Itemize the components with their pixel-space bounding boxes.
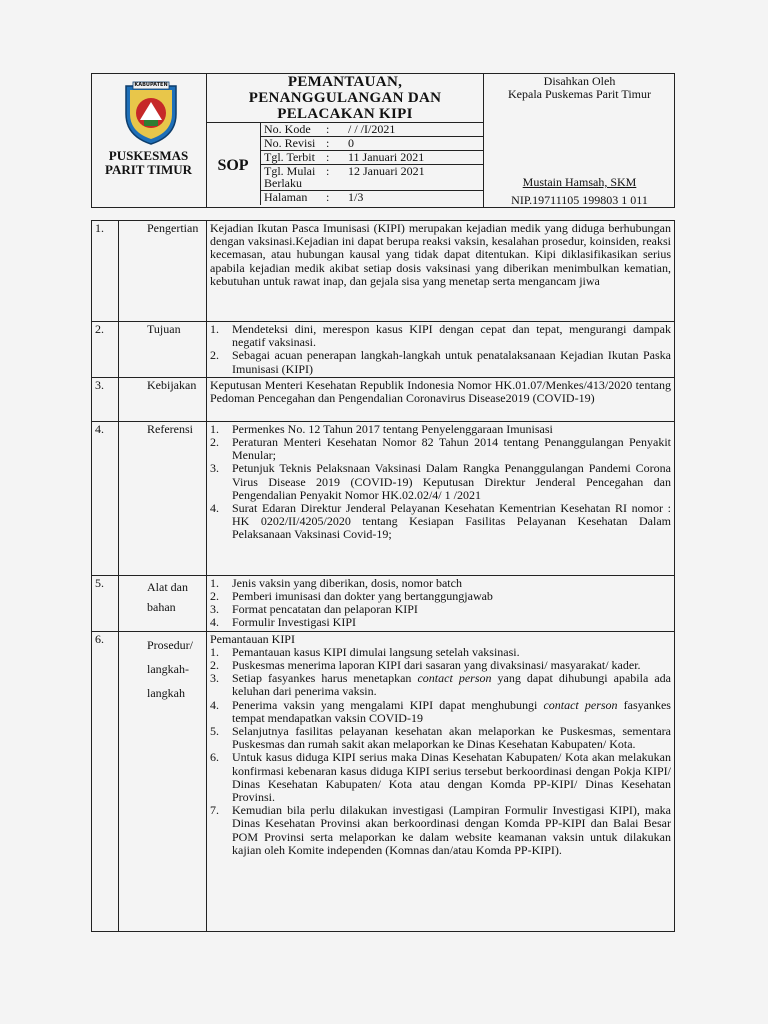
section-content: Kejadian Ikutan Pasca Imunisasi (KIPI) merupakan kejadian medik yang diduga berhubungan dengan vaksinasi.Kejadian ini dapat berupa reaksi vaksin, kesalahan prosedur, koinsiden, reaksi kecemasan, atau hubungan kausal yang tidak dapat ditentukan. Kipi diklasifikasikan serius apabila kejadian medik akibat setiap dosis vaksinasi yang diberikan menimbulkan kematian, kebutuhan untuk rawat inap, dan gejala sisa yang menetap serta mengancam jiwa xyxy=(207,221,675,322)
kabupaten-logo xyxy=(118,80,184,146)
list-item: 5. Selanjutnya fasilitas pelayanan kesehatan akan melaporkan ke Puskesmas, sementara Puskesmas dan rumah sakit akan melaporkan ke Dinas Kesehatan Kabupaten/ Kota. xyxy=(210,724,671,752)
section-label: Alat dan bahan xyxy=(119,575,207,631)
section-row xyxy=(92,575,675,631)
section-label: Pengertian xyxy=(119,221,207,322)
list-item: 3. Format pencatatan dan pelaporan KIPI xyxy=(210,602,418,617)
list-item: 1. Mendeteksi dini, merespon kasus KIPI dengan cepat dan tepat, mengurangi dampak negatif vaksinasi. xyxy=(210,322,671,350)
list-item: 4. Surat Edaran Direktur Jenderal Pelayanan Kesehatan Kementrian Kesehatan RI nomor : HK 0202/II/4205/2020 tentang Kesiapan Fasilitas Pelayanan Kesehatan Dalam Pelaksanaan Vaksinasi Covid-19; xyxy=(210,501,671,542)
list-item: 7. Kemudian bila perlu dilakukan investigasi (Lampiran Formulir Investigasi KIPI), maka Dinas Kesehatan Provinsi akan berkoordinasi dengan Komda PP-KIPI dan Balai Besar POM Provinsi serta melaporkan ke dalam website keamanan vaksin untuk dilakukan kajian oleh Komite independen (Komnas dan/atau Komda PP-KIPI). xyxy=(210,803,671,857)
section-row xyxy=(92,377,675,421)
section-number: 6. xyxy=(92,631,119,931)
section-number: 3. xyxy=(92,377,119,421)
section-row xyxy=(92,631,675,931)
section-number: 5. xyxy=(92,575,119,631)
sop-body xyxy=(91,220,675,932)
section-row xyxy=(92,322,675,378)
section-row xyxy=(92,221,675,322)
section-number: 2. xyxy=(92,322,119,378)
signer-nip: NIP.19711105 199803 1 011 xyxy=(511,193,648,207)
list-item: 2. Sebagai acuan penerapan langkah-langkah untuk penatalaksanaan Kejadian Ikutan Paska Imunisasi (KIPI) xyxy=(210,348,671,376)
list-item: 1. Pemantauan kasus KIPI dimulai langsung setelah vaksinasi. xyxy=(210,644,520,659)
section-content xyxy=(207,631,675,931)
list-item: 3. Setiap fasyankes harus menetapkan contact person yang dapat dihubungi apabila ada keluhan dari penerima vaksin. xyxy=(210,671,671,699)
list-item: 1. Permenkes No. 12 Tahun 2017 tentang Penyelenggaraan Imunisasi xyxy=(210,421,553,436)
section-row xyxy=(92,421,675,575)
list-item: 4. Penerima vaksin yang mengalami KIPI dapat menghubungi contact person fasyankes tempat mendapatkan vaksin COVID-19 xyxy=(210,697,671,725)
list-item: 2. Pemberi imunisasi dan dokter yang bertanggungjawab xyxy=(210,589,493,604)
section-label: Tujuan xyxy=(119,322,207,378)
list-item: 1. Jenis vaksin yang diberikan, dosis, nomor batch xyxy=(210,575,462,590)
section-number: 4. xyxy=(92,421,119,575)
signer-name: Mustain Hamsah, SKM xyxy=(522,175,637,189)
document-title: PEMANTAUAN, PENANGGULANGAN DAN PELACAKAN KIPI xyxy=(248,74,442,122)
section-label: Kebijakan xyxy=(119,377,207,421)
procedure-intro: Pemantauan KIPI xyxy=(210,631,295,646)
section-content xyxy=(207,322,675,378)
list-item: 6. Untuk kasus diduga KIPI serius maka Dinas Kesehatan Kabupaten/ Kota akan melakukan konfirmasi kebenaran kasus diduga KIPI serius tersebut berkoordinasi dengan Pokja KIPI/ Dinas Kesehatan Kabupaten/ Kota atau dengan Komda PP-KIPI/ Dinas Kesehatan Provinsi. xyxy=(210,750,671,805)
section-content: Keputusan Menteri Kesehatan Republik Indonesia Nomor HK.01.07/Menkes/413/2020 tentang Pedoman Pencegahan dan Pengendalian Coronavirus Disease2019 (COVID-19) xyxy=(207,377,675,421)
section-content xyxy=(207,575,675,631)
section-content xyxy=(207,421,675,575)
section-label: Prosedur/ langkah- langkah xyxy=(119,631,207,931)
list-item: 4. Formulir Investigasi KIPI xyxy=(210,615,356,630)
section-label: Referensi xyxy=(119,421,207,575)
logo-text: KABUPATEN xyxy=(134,82,168,88)
sop-label: SOP xyxy=(217,157,249,174)
list-item: 2. Peraturan Menteri Kesehatan Nomor 82 Tahun 2014 tentang Penanggulangan Penyakit Menular; xyxy=(210,435,671,463)
approval-block: Disahkan Oleh Kepala Puskemas Parit Timur xyxy=(508,74,651,101)
list-item: 2. Puskesmas menerima laporan KIPI dari sasaran yang divaksinasi/ masyarakat/ kader. xyxy=(210,658,641,673)
document-meta: No. Kode : / / /I/2021 No. Revisi : 0 Tgl. Terbit : 11 Januari 2021 Tgl. Mulai Berlaku : 12 Januari 2021 Halaman : 1/3 xyxy=(260,122,484,205)
section-number: 1. xyxy=(92,221,119,322)
org-name: PUSKESMAS PARIT TIMUR xyxy=(104,148,193,177)
list-item: 3. Petunjuk Teknis Pelaksnaan Vaksinasi Dalam Rangka Penanggulangan Pandemi Corona Virus Disease 2019 (COVID-19) Keputusan Direktur Jenderal Pencegahan dan Pengendalian Penyakit Nomor HK.02.02/4/ 1 /2021 xyxy=(210,461,671,502)
